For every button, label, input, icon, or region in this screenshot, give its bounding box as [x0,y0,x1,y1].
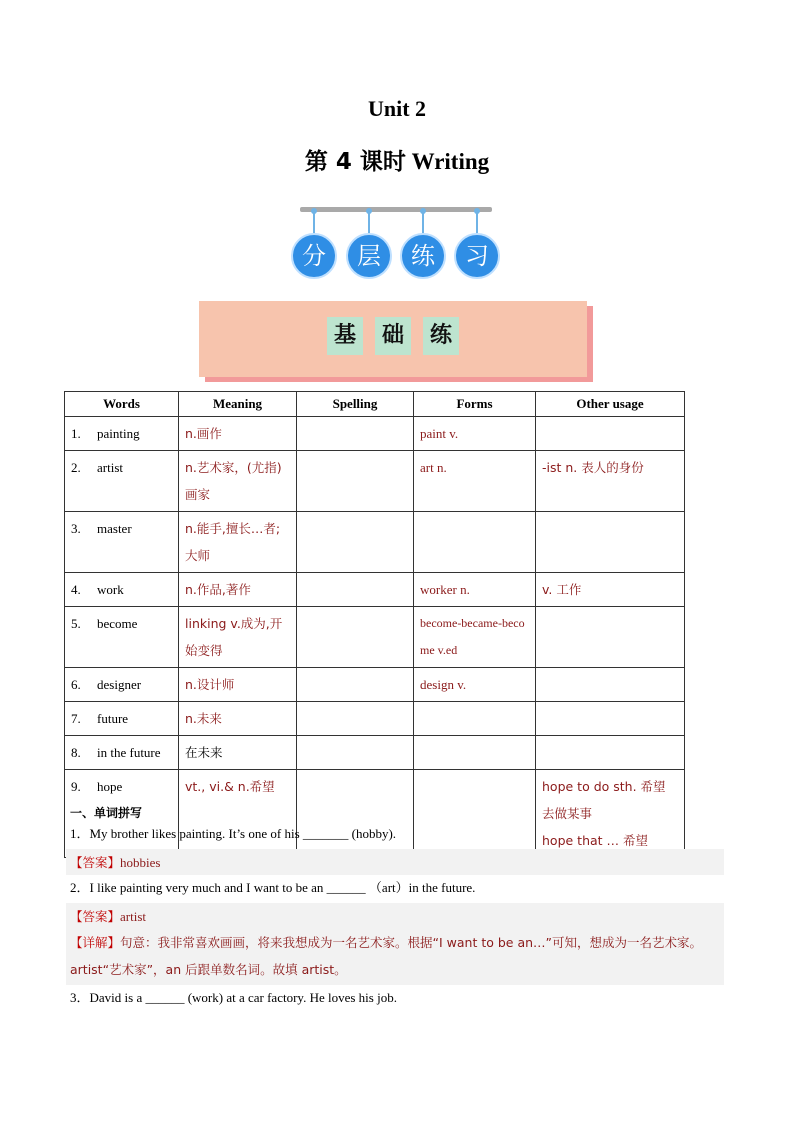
word-cell [65,668,179,702]
forms-cell: become-became-become v.ed [414,607,536,668]
word: in the future [97,745,161,760]
answer-1 [66,849,724,875]
forms-cell: worker n. [414,573,536,607]
word: hope [97,779,123,794]
spelling-cell[interactable] [297,736,414,770]
row-number: 6. [71,677,81,692]
meaning-cell: linking v.成为,开始变得 [179,607,297,668]
lesson-number: 第 4 课时 [304,149,406,175]
usage-line: hope to do sth. 希望去做某事 [542,779,666,821]
meaning-cell: n.作品,著作 [179,573,297,607]
forms-cell: design v. [414,668,536,702]
word-cell [65,417,179,451]
answer-tag: 【答案】 [70,909,121,924]
spelling-cell[interactable] [297,573,414,607]
usage-cell [536,702,685,736]
word-cell [65,451,179,512]
usage-cell [536,736,685,770]
table-row [65,702,685,736]
answer-2 [66,903,724,929]
word-cell [65,702,179,736]
forms-cell: art n. [414,451,536,512]
usage-cell: v. 工作 [536,573,685,607]
basic-char: 础 [375,317,411,355]
word: future [97,711,129,726]
table-row [65,607,685,668]
banner-char: 习 [454,233,500,279]
table-row [65,417,685,451]
forms-cell [414,736,536,770]
answer-text: hobbies [120,855,161,870]
lesson-title [0,143,794,176]
meaning-cell: n.艺术家，(尤指)画家 [179,451,297,512]
usage-line: hope that … 希望 [542,833,648,848]
spelling-cell[interactable] [297,668,414,702]
word: become [97,616,138,631]
word: painting [97,426,140,441]
usage-cell: -ist n. 表人的身份 [536,451,685,512]
meaning-cell: vt., vi.& n.希望 [179,770,297,858]
basic-char: 基 [327,317,363,355]
forms-cell [414,512,536,573]
banner-char: 练 [400,233,446,279]
vocabulary-table [64,391,685,858]
lesson-topic: Writing [411,149,490,174]
word-cell [65,607,179,668]
meaning-cell: n.设计师 [179,668,297,702]
answer-text: artist [120,909,147,924]
meaning-cell: n.画作 [179,417,297,451]
spelling-cell[interactable] [297,607,414,668]
word: master [97,521,132,536]
row-number: 9. [71,779,81,794]
table-row [65,451,685,512]
hanger-peg [422,211,424,235]
forms-cell: paint v. [414,417,536,451]
hanger-peg [368,211,370,235]
detail-tag: 【详解】 [70,935,121,950]
question-3: 3．David is a ______ (work) at a car factory. He loves his job. [70,990,397,1005]
col-header-forms: Forms [414,392,536,417]
banner-char: 层 [346,233,392,279]
row-number: 7. [71,711,81,726]
answer-tag: 【答案】 [70,855,121,870]
word-cell [65,512,179,573]
spelling-cell[interactable] [297,451,414,512]
table-row [65,573,685,607]
layered-practice-banner [290,203,502,283]
row-number: 5. [71,616,81,631]
detail-text: 句意：我非常喜欢画画，将来我想成为一名艺术家。根据“I want to be an…”可知，想成为一名艺术家。artist“艺术家”，an 后跟单数名词。故填 artist。 [70,935,703,977]
table-row [65,512,685,573]
spelling-cell[interactable] [297,702,414,736]
word-cell [65,573,179,607]
word-cell [65,736,179,770]
usage-cell [536,417,685,451]
col-header-usage: Other usage [536,392,685,417]
col-header-spelling: Spelling [297,392,414,417]
unit-title: Unit 2 [367,96,427,121]
hanger-peg [313,211,315,235]
meaning-cell: n.未来 [179,702,297,736]
basic-char: 练 [423,317,459,355]
table-row [65,668,685,702]
row-number: 8. [71,745,81,760]
word: work [97,582,124,597]
row-number: 1. [71,426,81,441]
usage-cell [536,668,685,702]
hanger-peg [476,211,478,235]
spelling-cell[interactable] [297,512,414,573]
detail-2 [66,929,724,985]
row-number: 3. [71,521,81,536]
col-header-words: Words [65,392,179,417]
table-row [65,736,685,770]
col-header-meaning: Meaning [179,392,297,417]
banner-char: 分 [291,233,337,279]
table-header-row [65,392,685,417]
word: artist [97,460,123,475]
hanging-rod [300,207,492,212]
row-number: 4. [71,582,81,597]
usage-cell [536,607,685,668]
row-number: 2. [71,460,81,475]
meaning-cell: 在未来 [179,736,297,770]
spelling-cell[interactable] [297,417,414,451]
question-2: 2．I like painting very much and I want to be an ______ （art）in the future. [70,880,476,895]
word: designer [97,677,142,692]
section-title: 一、单词拼写 [70,806,143,820]
question-1: 1．My brother likes painting. It’s one of his _______ (hobby). [70,826,397,841]
meaning-cell: n.能手,擅长…者;大师 [179,512,297,573]
forms-cell [414,702,536,736]
basic-practice-box [199,301,587,377]
usage-cell [536,512,685,573]
